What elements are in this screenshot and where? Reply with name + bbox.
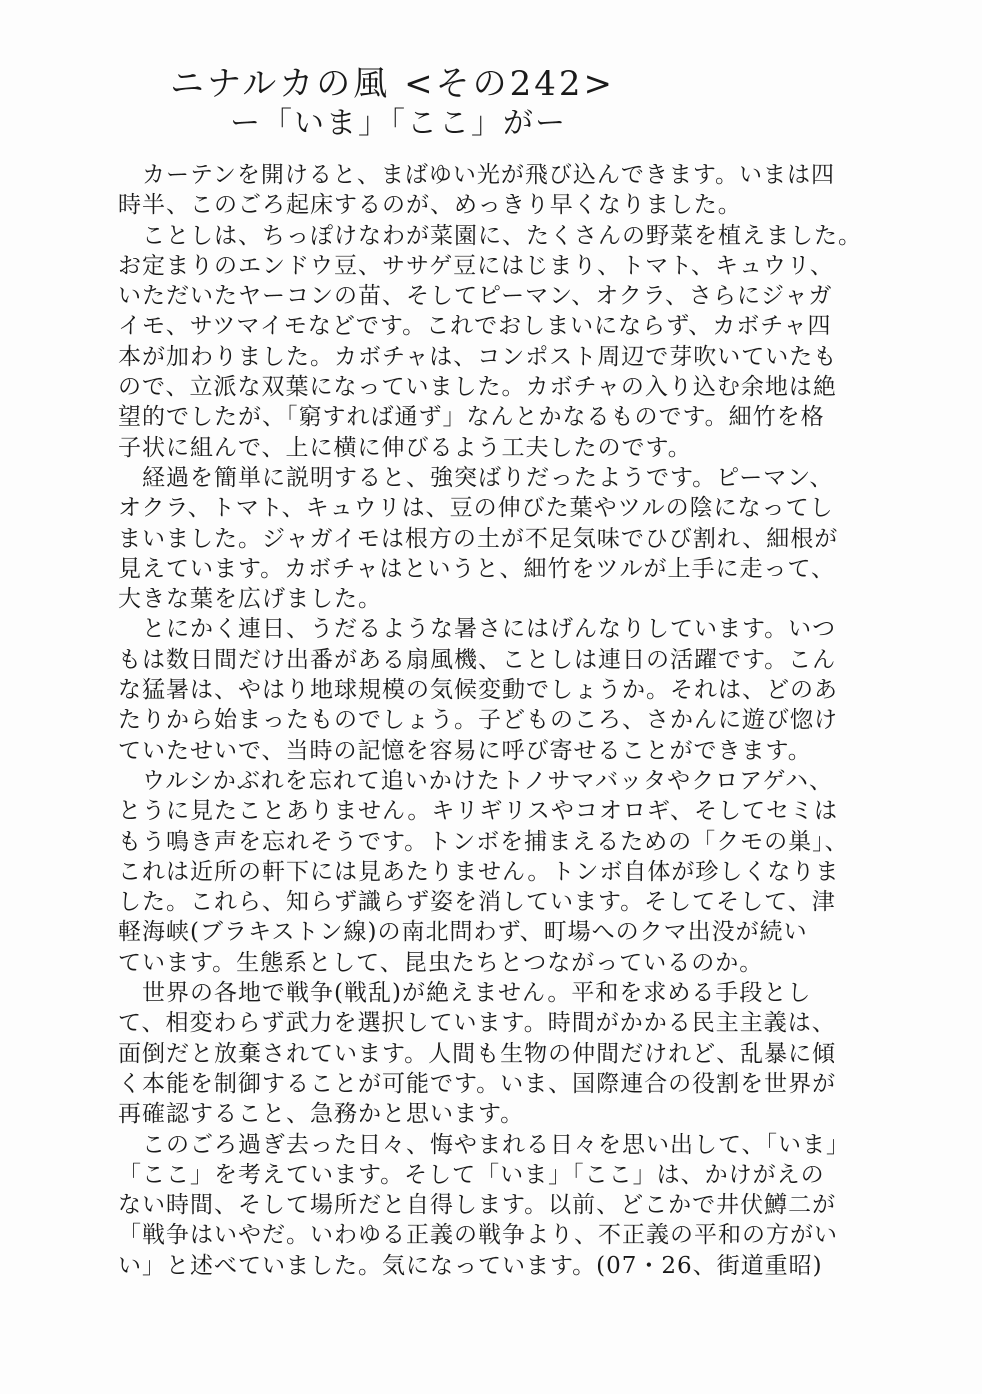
- text-line: いただいたヤーコンの苗、そしてピーマン、オクラ、さらにジャガ: [118, 283, 833, 310]
- text-line: 世界の各地で戦争(戦乱)が絶えません。平和を求める手段とし: [118, 980, 812, 1007]
- text-line: これは近所の軒下には見あたりません。トンボ自体が珍しくなりま: [118, 858, 840, 885]
- text-line: く本能を制御することが可能です。いま、国際連合の役割を世界が: [118, 1070, 837, 1097]
- text-line: した。これら、知らず識らず姿を消しています。そしてそして、津: [118, 889, 836, 916]
- text-line: オクラ、トマト、キュウリは、豆の伸びた葉やツルの陰になってし: [118, 495, 834, 522]
- text-line: ので、立派な双葉になっていました。カボチャの入り込む余地は絶: [118, 374, 837, 401]
- text-line: 見えています。カボチャはというと、細竹をツルが上手に走って、: [118, 555, 836, 582]
- page-subtitle: ー「いま」「ここ」がー: [230, 106, 567, 141]
- text-line: ウルシかぶれを忘れて追いかけたトノサマバッタやクロアゲハ、: [118, 767, 834, 794]
- text-line: カーテンを開けると、まばゆい光が飛び込んできます。いまは四: [118, 162, 836, 188]
- text-line: ています。生態系として、昆虫たちとつながっているのか。: [118, 949, 764, 976]
- page-title: ニナルカの風 <その242>: [170, 64, 615, 104]
- text-line: イモ、サツマイモなどです。これでおしまいにならず、カボチャ四: [118, 313, 832, 340]
- text-line: な猛暑は、やはり地球規模の気候変動でしょうか。それは、どのあ: [118, 677, 838, 704]
- text-line: 「戦争はいやだ。いわゆる正義の戦争より、不正義の平和の方がい: [118, 1222, 838, 1249]
- text-line: 本が加わりました。カボチャは、コンポスト周辺で芽吹いていたも: [118, 343, 838, 370]
- text-line: 「ここ」を考えています。そして「いま」「ここ」は、かけがえの: [118, 1161, 825, 1188]
- text-line: このごろ過ぎ去った日々、悔やまれる日々を思い出して、「いま」: [118, 1131, 851, 1158]
- text-line: い」と述べていました。気になっています。(07・26、街道重昭): [118, 1252, 823, 1279]
- text-line: 軽海峡(ブラキストン線)の南北問わず、町場へのクマ出没が続い: [118, 919, 808, 946]
- text-line: 子状に組んで、上に横に伸びるよう工夫したのです。: [118, 434, 692, 461]
- text-line: 時半、このごろ起床するのが、めっきり早くなりました。: [118, 192, 742, 219]
- text-line: まいました。ジャガイモは根方の土が不足気味でひび割れ、細根が: [118, 525, 839, 552]
- text-line: もは数日間だけ出番がある扇風機、ことしは連日の活躍です。こん: [118, 646, 837, 673]
- text-line: ない時間、そして場所だと自得します。以前、どこかで井伏鱒二が: [118, 1192, 837, 1219]
- text-line: ことしは、ちっぽけなわが菜園に、たくさんの野菜を植えました。: [118, 222, 862, 249]
- text-line: とうに見たことありません。キリギリスやコオロギ、そしてセミは: [118, 798, 838, 825]
- text-line: ていたせいで、当時の記憶を容易に呼び寄せることができます。: [118, 737, 812, 764]
- text-line: 面倒だと放棄されています。人間も生物の仲間だけれど、乱暴に傾: [118, 1040, 837, 1067]
- text-line: もう鳴き声を忘れそうです。トンボを捕まえるための「クモの巣」、: [118, 828, 849, 855]
- text-line: 望的でしたが、「窮すれば通ず」なんとかなるものです。細竹を格: [118, 404, 825, 431]
- text-line: 経過を簡単に説明すると、強突ばりだったようです。ピーマン、: [118, 464, 834, 491]
- text-line: 再確認すること、急務かと思います。: [118, 1101, 525, 1128]
- text-line: お定まりのエンドウ豆、ササゲ豆にはじまり、トマト、キュウリ、: [118, 252, 834, 279]
- text-line: たりから始まったものでしょう。子どものころ、さかんに遊び惚け: [118, 707, 838, 734]
- text-line: とにかく連日、うだるような暑さにはげんなりしています。いつ: [118, 616, 837, 643]
- text-line: て、相変わらず武力を選択しています。時間がかかる民主主義は、: [118, 1010, 836, 1037]
- text-line: 大きな葉を広げました。: [118, 586, 382, 613]
- essay-body: [118, 160, 888, 1281]
